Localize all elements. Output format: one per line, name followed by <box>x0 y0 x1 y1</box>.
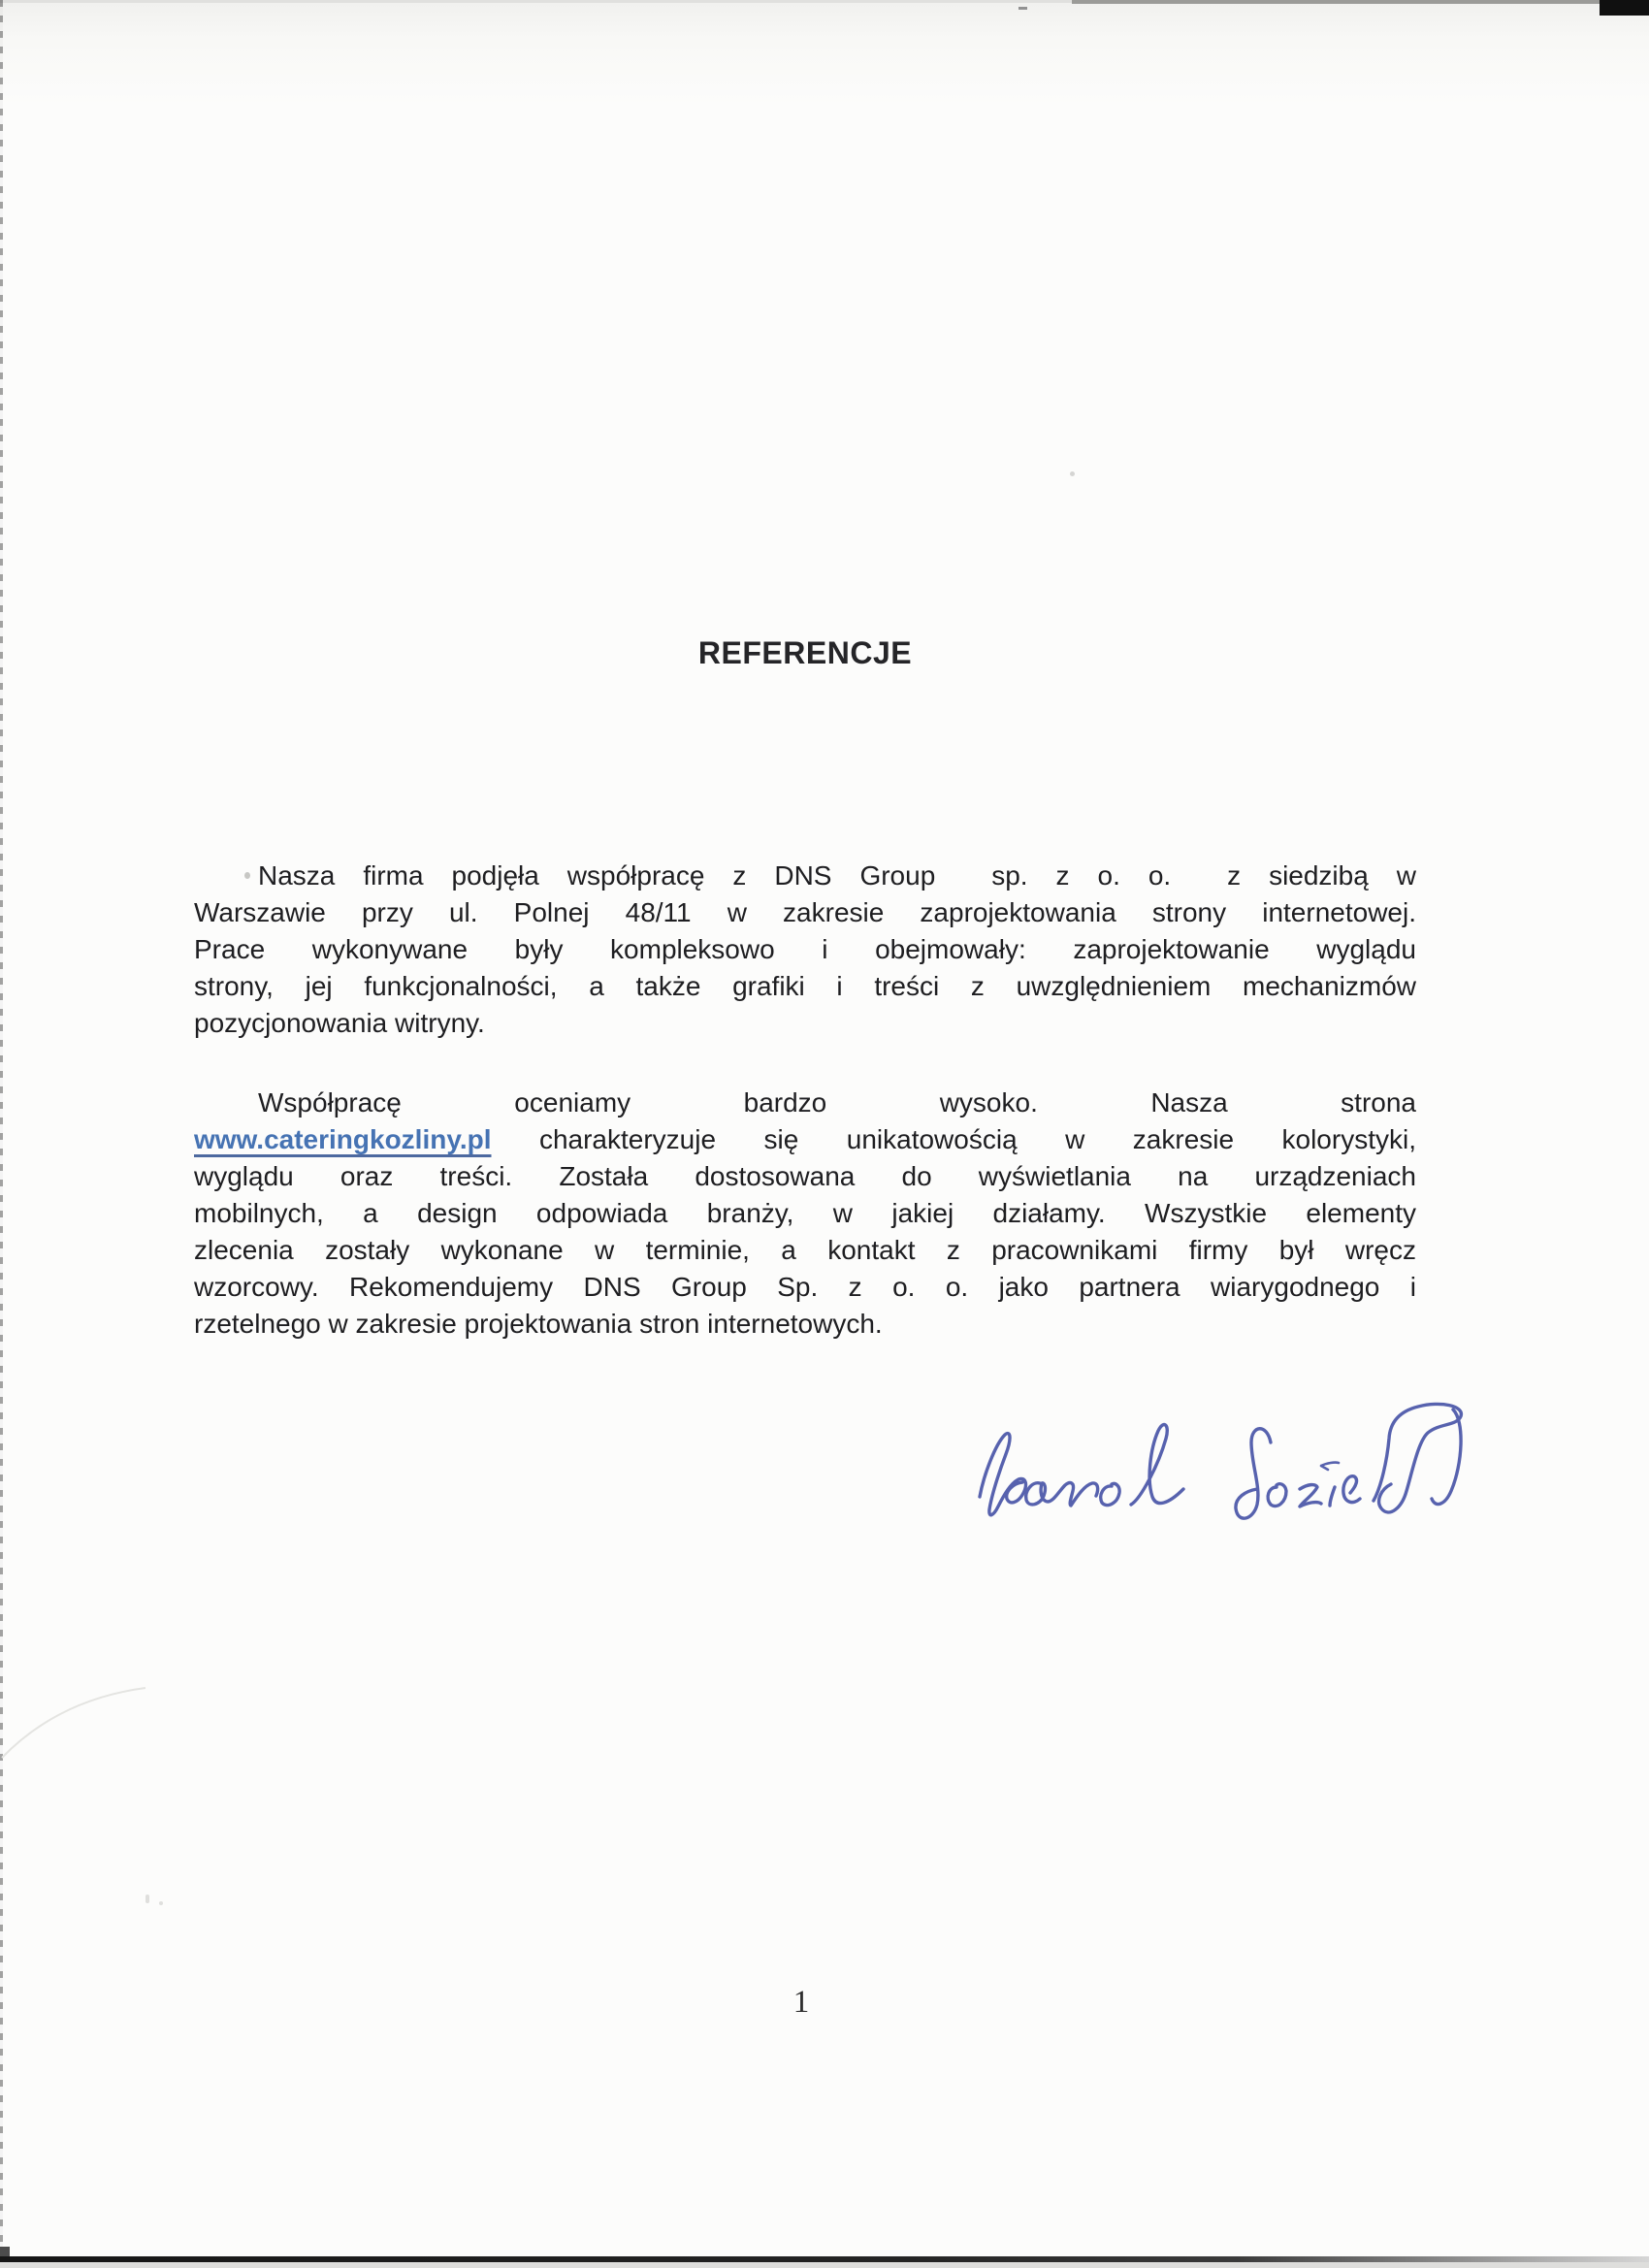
paragraph-2-line: Współpracę oceniamy bardzo wysoko. Nasza strona <box>258 1087 1416 1118</box>
website-link[interactable]: www.cateringkozliny.pl <box>194 1124 492 1154</box>
document-title: REFERENCJE <box>697 635 913 670</box>
scan-speck <box>159 1901 163 1905</box>
paragraph-1-line: Nasza firma podjęła współpracę z DNS Group sp. z o. o. z siedzibą w <box>258 860 1416 891</box>
scan-speck <box>1070 471 1075 476</box>
paragraph-1 <box>194 858 1416 1042</box>
page-number: 1 <box>792 1985 810 2020</box>
paragraph-2 <box>194 1085 1416 1343</box>
signature-handwriting <box>951 1382 1494 1557</box>
scan-edge-left <box>0 0 3 2268</box>
scan-edge-bottom-shadow <box>0 2262 1649 2268</box>
paragraph-2-line: zlecenia zostały wykonane w terminie, a kontakt z pracownikami firmy był wręcz <box>194 1235 1416 1265</box>
paragraph-2-line: rzetelnego w zakresie projektowania stron internetowych. <box>194 1309 883 1339</box>
paragraph-1-line: strony, jej funkcjonalności, a także grafiki i treści z uwzględnieniem mechanizmów <box>194 971 1416 1001</box>
scan-crease-arc <box>0 1649 194 1775</box>
scan-speck <box>146 1895 149 1903</box>
paragraph-2-line: wyglądu oraz treści. Została dostosowana do wyświetlania na urządzeniach <box>194 1161 1416 1191</box>
scan-dash-artifact <box>1018 7 1027 10</box>
scan-corner-artifact <box>1600 0 1649 16</box>
paragraph-2-line-text: charakteryzuje się unikatowością w zakresie kolorystyki, <box>491 1124 1416 1154</box>
paragraph-1-line: Prace wykonywane były kompleksowo i obejmowały: zaprojektowanie wyglądu <box>194 934 1416 964</box>
paragraph-2-line: mobilnych, a design odpowiada branży, w jakiej działamy. Wszystkie elementy <box>194 1198 1416 1228</box>
paragraph-1-line: pozycjonowania witryny. <box>194 1008 485 1038</box>
paragraph-1-line: Warszawie przy ul. Polnej 48/11 w zakresie zaprojektowania strony internetowej. <box>194 897 1416 927</box>
paragraph-2-line: wzorcowy. Rekomendujemy DNS Group Sp. z o. o. jako partnera wiarygodnego i <box>194 1272 1416 1302</box>
scan-edge-top-dark <box>1072 0 1605 4</box>
paragraph-2-line-with-link <box>194 1121 1416 1158</box>
